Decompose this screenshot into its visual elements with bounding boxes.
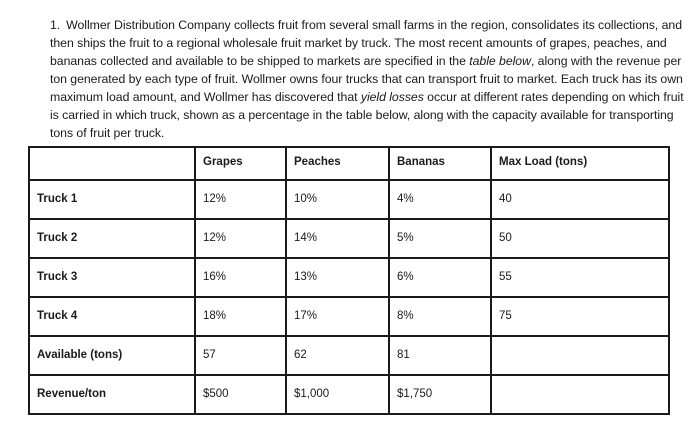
row-label: Truck 4 bbox=[29, 297, 195, 336]
problem-emphasis-yield-losses: yield losses bbox=[360, 90, 424, 104]
table-cell: 50 bbox=[491, 219, 669, 258]
table-cell: 16% bbox=[195, 258, 286, 297]
row-label: Available (tons) bbox=[29, 336, 195, 375]
table-row bbox=[29, 180, 669, 219]
problem-text-part2: , along with the revenue per ton generated by each type of fruit. Wollmer owns four trucks that can transport fruit to market. Each truck has its own maximum load amount, and Wollmer has discovered that bbox=[50, 54, 683, 104]
table-cell: 8% bbox=[389, 297, 491, 336]
table-cell: 17% bbox=[286, 297, 389, 336]
table-cell bbox=[491, 336, 669, 375]
problem-text-part1: Wollmer Distribution Company collects fruit from several small farms in the region, consolidates its collections, and then ships the fruit to a regional wholesale fruit market by truck. The most recent amounts of grapes, peaches, and bananas collected and available to be shipped to markets are specified in the bbox=[50, 18, 682, 68]
table-cell: 14% bbox=[286, 219, 389, 258]
table-cell: 13% bbox=[286, 258, 389, 297]
problem-emphasis-table-below: table below bbox=[469, 54, 531, 68]
table-cell: 40 bbox=[491, 180, 669, 219]
header-cell-max-load: Max Load (tons) bbox=[491, 147, 669, 180]
table-cell: 81 bbox=[389, 336, 491, 375]
table-cell: $500 bbox=[195, 375, 286, 414]
table-cell: 18% bbox=[195, 297, 286, 336]
table-cell: 4% bbox=[389, 180, 491, 219]
fruit-truck-table bbox=[28, 146, 670, 415]
header-cell-blank bbox=[29, 147, 195, 180]
problem-number: 1. bbox=[50, 18, 61, 32]
table-header-row bbox=[29, 147, 669, 180]
row-label: Revenue/ton bbox=[29, 375, 195, 414]
header-cell-bananas: Bananas bbox=[389, 147, 491, 180]
table-row bbox=[29, 258, 669, 297]
table-cell: 5% bbox=[389, 219, 491, 258]
header-cell-grapes: Grapes bbox=[195, 147, 286, 180]
row-label: Truck 2 bbox=[29, 219, 195, 258]
table-cell: 12% bbox=[195, 219, 286, 258]
table-cell: 62 bbox=[286, 336, 389, 375]
table-cell: 6% bbox=[389, 258, 491, 297]
table-cell bbox=[491, 375, 669, 414]
table-cell: 55 bbox=[491, 258, 669, 297]
table-row bbox=[29, 219, 669, 258]
table-row bbox=[29, 375, 669, 414]
problem-text-part3: occur at different rates depending on which fruit is carried in which truck, shown as a percentage in the table below, along with the capacity available for transporting tons of fruit per truck. bbox=[50, 90, 684, 140]
table-cell: 12% bbox=[195, 180, 286, 219]
table-cell: $1,000 bbox=[286, 375, 389, 414]
header-cell-peaches: Peaches bbox=[286, 147, 389, 180]
row-label: Truck 1 bbox=[29, 180, 195, 219]
problem-statement bbox=[50, 16, 690, 142]
table-row bbox=[29, 297, 669, 336]
table-row bbox=[29, 336, 669, 375]
row-label: Truck 3 bbox=[29, 258, 195, 297]
table-cell: 57 bbox=[195, 336, 286, 375]
table-cell: $1,750 bbox=[389, 375, 491, 414]
table-cell: 75 bbox=[491, 297, 669, 336]
table-cell: 10% bbox=[286, 180, 389, 219]
